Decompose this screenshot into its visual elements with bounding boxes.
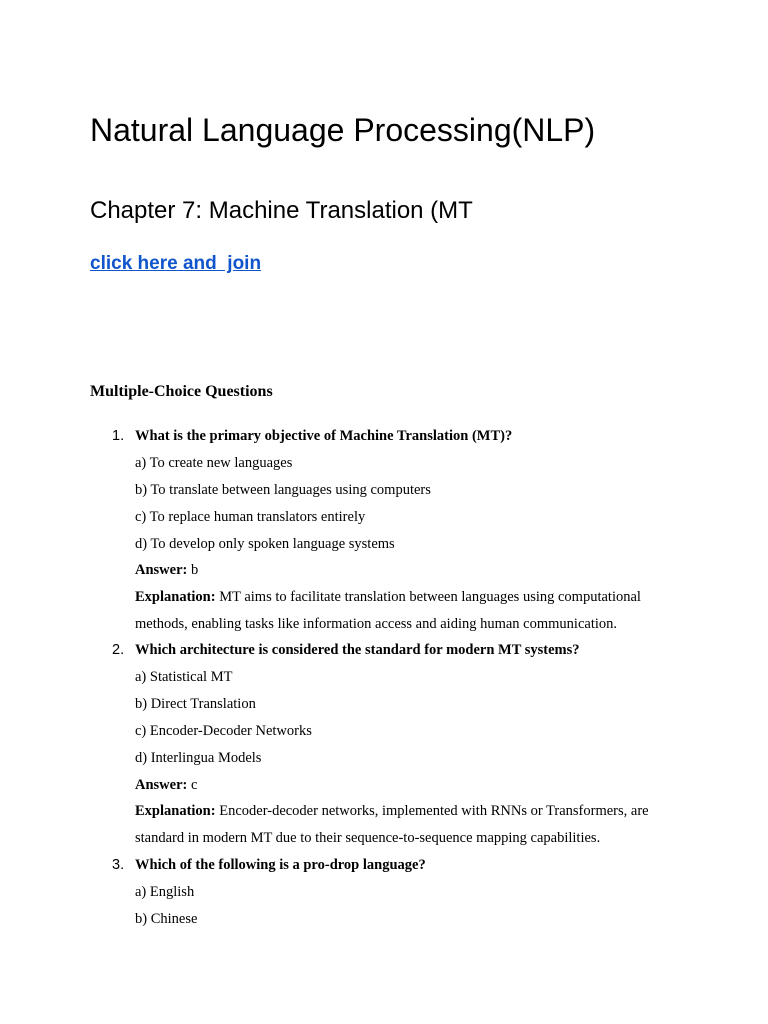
option-item: c) Encoder-Decoder Networks — [135, 723, 312, 739]
document-title: Natural Language Processing(NLP) — [90, 112, 596, 148]
answer-label: Answer: — [135, 562, 188, 578]
option-item: d) To develop only spoken language systems — [135, 536, 395, 552]
question-text: What is the primary objective of Machine Translation (MT)? — [135, 428, 513, 444]
option-item: b) Direct Translation — [135, 696, 256, 712]
explanation-line — [135, 584, 641, 611]
option-item: a) Statistical MT — [135, 669, 233, 685]
answer-line — [135, 772, 197, 799]
section-heading: Multiple-Choice Questions — [90, 383, 273, 400]
option-item: d) Interlingua Models — [135, 750, 262, 766]
answer-value: b — [187, 562, 199, 578]
option-item: b) Chinese — [135, 911, 198, 927]
explanation-text: methods, enabling tasks like information access and aiding human communication. — [135, 616, 618, 632]
answer-line — [135, 557, 198, 584]
explanation-text: MT aims to facilitate translation between languages using computational — [215, 589, 641, 605]
join-link[interactable]: click here and join — [90, 253, 262, 274]
option-item: a) English — [135, 884, 195, 900]
explanation-text: Encoder-decoder networks, implemented with RNNs or Transformers, are — [215, 803, 649, 819]
explanation-label: Explanation: — [135, 589, 216, 605]
explanation-text: standard in modern MT due to their sequence-to-sequence mapping capabilities. — [135, 830, 601, 846]
chapter-heading: Chapter 7: Machine Translation (MT — [90, 197, 473, 224]
option-item: a) To create new languages — [135, 455, 293, 471]
answer-label: Answer: — [135, 777, 188, 793]
explanation-line — [135, 798, 649, 825]
question-number: 2. — [112, 642, 125, 658]
option-item: b) To translate between languages using computers — [135, 482, 431, 498]
explanation-label: Explanation: — [135, 803, 216, 819]
question-number: 3. — [112, 857, 125, 873]
answer-value: c — [187, 777, 198, 793]
question-text: Which of the following is a pro-drop language? — [135, 857, 426, 873]
question-text: Which architecture is considered the standard for modern MT systems? — [135, 642, 580, 658]
option-item: c) To replace human translators entirely — [135, 509, 366, 525]
question-number: 1. — [112, 428, 125, 444]
